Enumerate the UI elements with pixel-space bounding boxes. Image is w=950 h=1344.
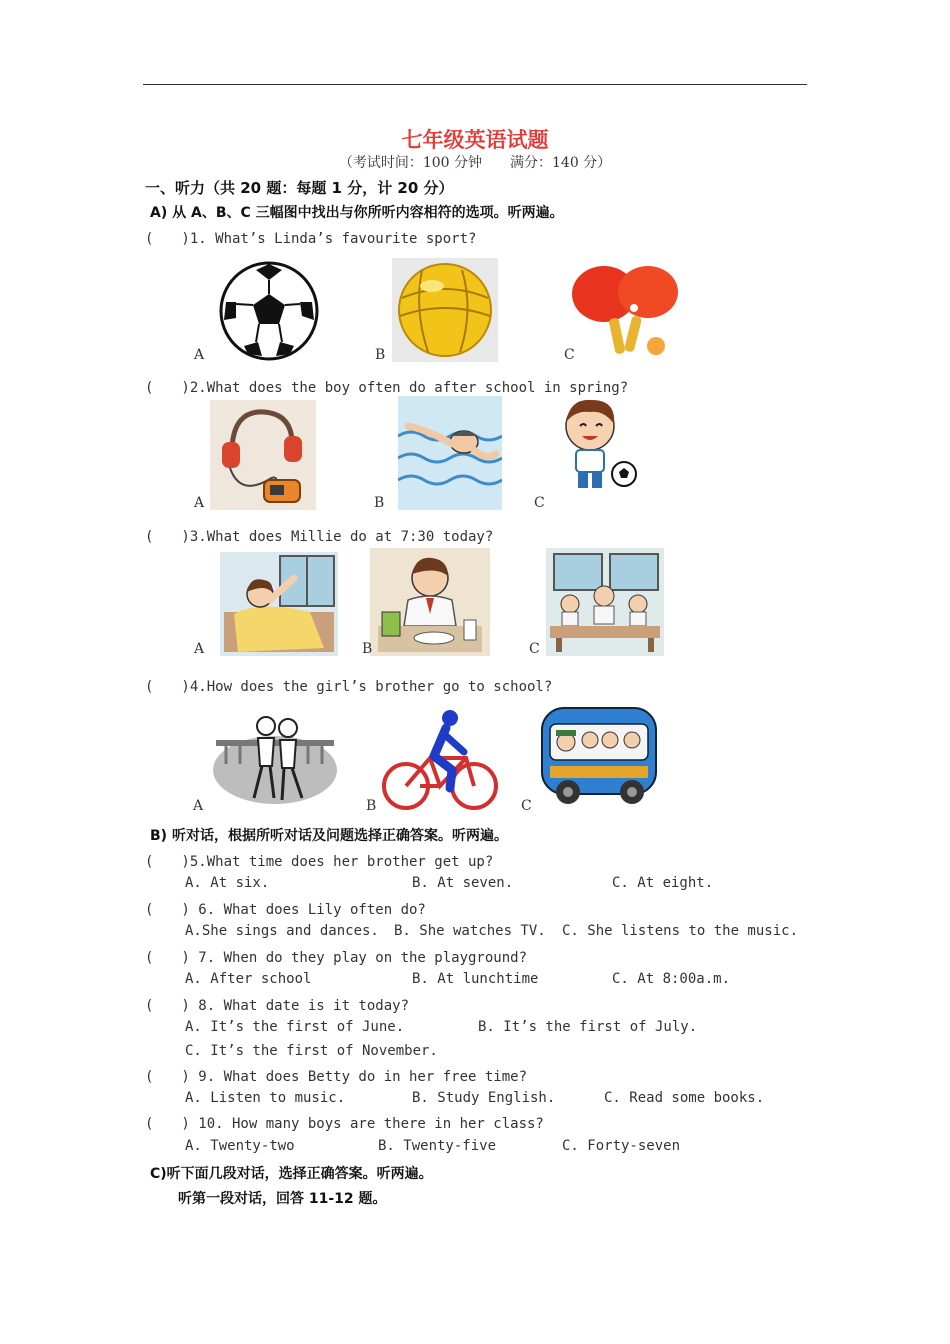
question-8: ( ) 8. What date is it today?	[145, 998, 410, 1014]
option-label-a: A	[193, 798, 204, 814]
option-label-a: A	[194, 495, 205, 511]
soccer-ball-icon	[218, 260, 320, 362]
question-4: ( )4.How does the girl’s brother go to school?	[145, 679, 553, 695]
question-2: ( )2.What does the boy often do after school in spring?	[145, 380, 629, 396]
question-6-option-b: B. She watches TV.	[394, 923, 546, 939]
question-7: ( ) 7. When do they play on the playground?	[145, 950, 528, 966]
question-9: ( ) 9. What does Betty do in her free time?	[145, 1069, 528, 1085]
option-label-c: C	[564, 347, 575, 363]
question-10-option-a: A. Twenty-two	[185, 1138, 295, 1154]
question-1: ( )1. What’s Linda’s favourite sport?	[145, 231, 477, 247]
children-walking-icon	[212, 700, 338, 808]
part-b-instruction: B) 听对话，根据所听对话及问题选择正确答案。听两遍。	[150, 828, 508, 844]
question-3: ( )3.What does Millie do at 7:30 today?	[145, 529, 494, 545]
volleyball-icon	[392, 258, 498, 362]
question-5-option-c: C. At eight.	[612, 875, 714, 891]
option-label-b: B	[362, 641, 373, 657]
headphones-icon	[210, 400, 316, 510]
school-bus-icon	[536, 700, 660, 810]
option-label-b: B	[374, 495, 385, 511]
students-in-classroom-icon	[546, 548, 664, 656]
question-7-option-b: B. At lunchtime	[412, 971, 539, 987]
question-9-option-a: A. Listen to music.	[185, 1090, 346, 1106]
question-8-option-b: B. It’s the first of July.	[478, 1019, 698, 1035]
question-10-option-c: C. Forty-seven	[562, 1138, 681, 1154]
question-6-option-c: C. She listens to the music.	[562, 923, 799, 939]
part-c-instruction: C)听下面几段对话，选择正确答案。听两遍。	[150, 1166, 433, 1182]
exam-info: （考试时间：100 分钟 满分：140 分）	[338, 155, 612, 171]
question-9-option-c: C. Read some books.	[604, 1090, 765, 1106]
option-label-a: A	[194, 347, 205, 363]
boy-eating-breakfast-icon	[370, 548, 490, 656]
question-8-option-a: A. It’s the first of June.	[185, 1019, 405, 1035]
question-8-option-c: C. It’s the first of November.	[185, 1043, 438, 1059]
cyclist-icon	[380, 708, 500, 814]
swimmer-icon	[398, 396, 502, 510]
question-5-option-a: A. At six.	[185, 875, 270, 891]
section-heading: 一、听力（共 20 题：每题 1 分，计 20 分）	[145, 179, 454, 197]
page-title: 七年级英语试题	[401, 128, 549, 152]
part-c-sub-instruction: 听第一段对话，回答 11-12 题。	[178, 1191, 387, 1207]
option-label-a: A	[194, 641, 205, 657]
option-label-b: B	[366, 798, 377, 814]
part-a-instruction: A) 从 A、B、C 三幅图中找出与你所听内容相符的选项。听两遍。	[150, 205, 564, 221]
question-5: ( )5.What time does her brother get up?	[145, 854, 494, 870]
question-5-option-b: B. At seven.	[412, 875, 514, 891]
boy-playing-football-icon	[540, 396, 640, 496]
option-label-c: C	[521, 798, 532, 814]
girl-waking-up-icon	[220, 552, 338, 656]
question-6-option-a: A.She sings and dances.	[185, 923, 379, 939]
option-label-c: C	[529, 641, 540, 657]
option-label-c: C	[534, 495, 545, 511]
question-6: ( ) 6. What does Lily often do?	[145, 902, 426, 918]
header-rule	[143, 84, 807, 85]
question-9-option-b: B. Study English.	[412, 1090, 556, 1106]
option-label-b: B	[375, 347, 386, 363]
question-7-option-a: A. After school	[185, 971, 312, 987]
question-10: ( ) 10. How many boys are there in her class?	[145, 1116, 544, 1132]
question-7-option-c: C. At 8:00a.m.	[612, 971, 731, 987]
question-10-option-b: B. Twenty-five	[378, 1138, 497, 1154]
ping-pong-paddles-icon	[568, 262, 680, 362]
